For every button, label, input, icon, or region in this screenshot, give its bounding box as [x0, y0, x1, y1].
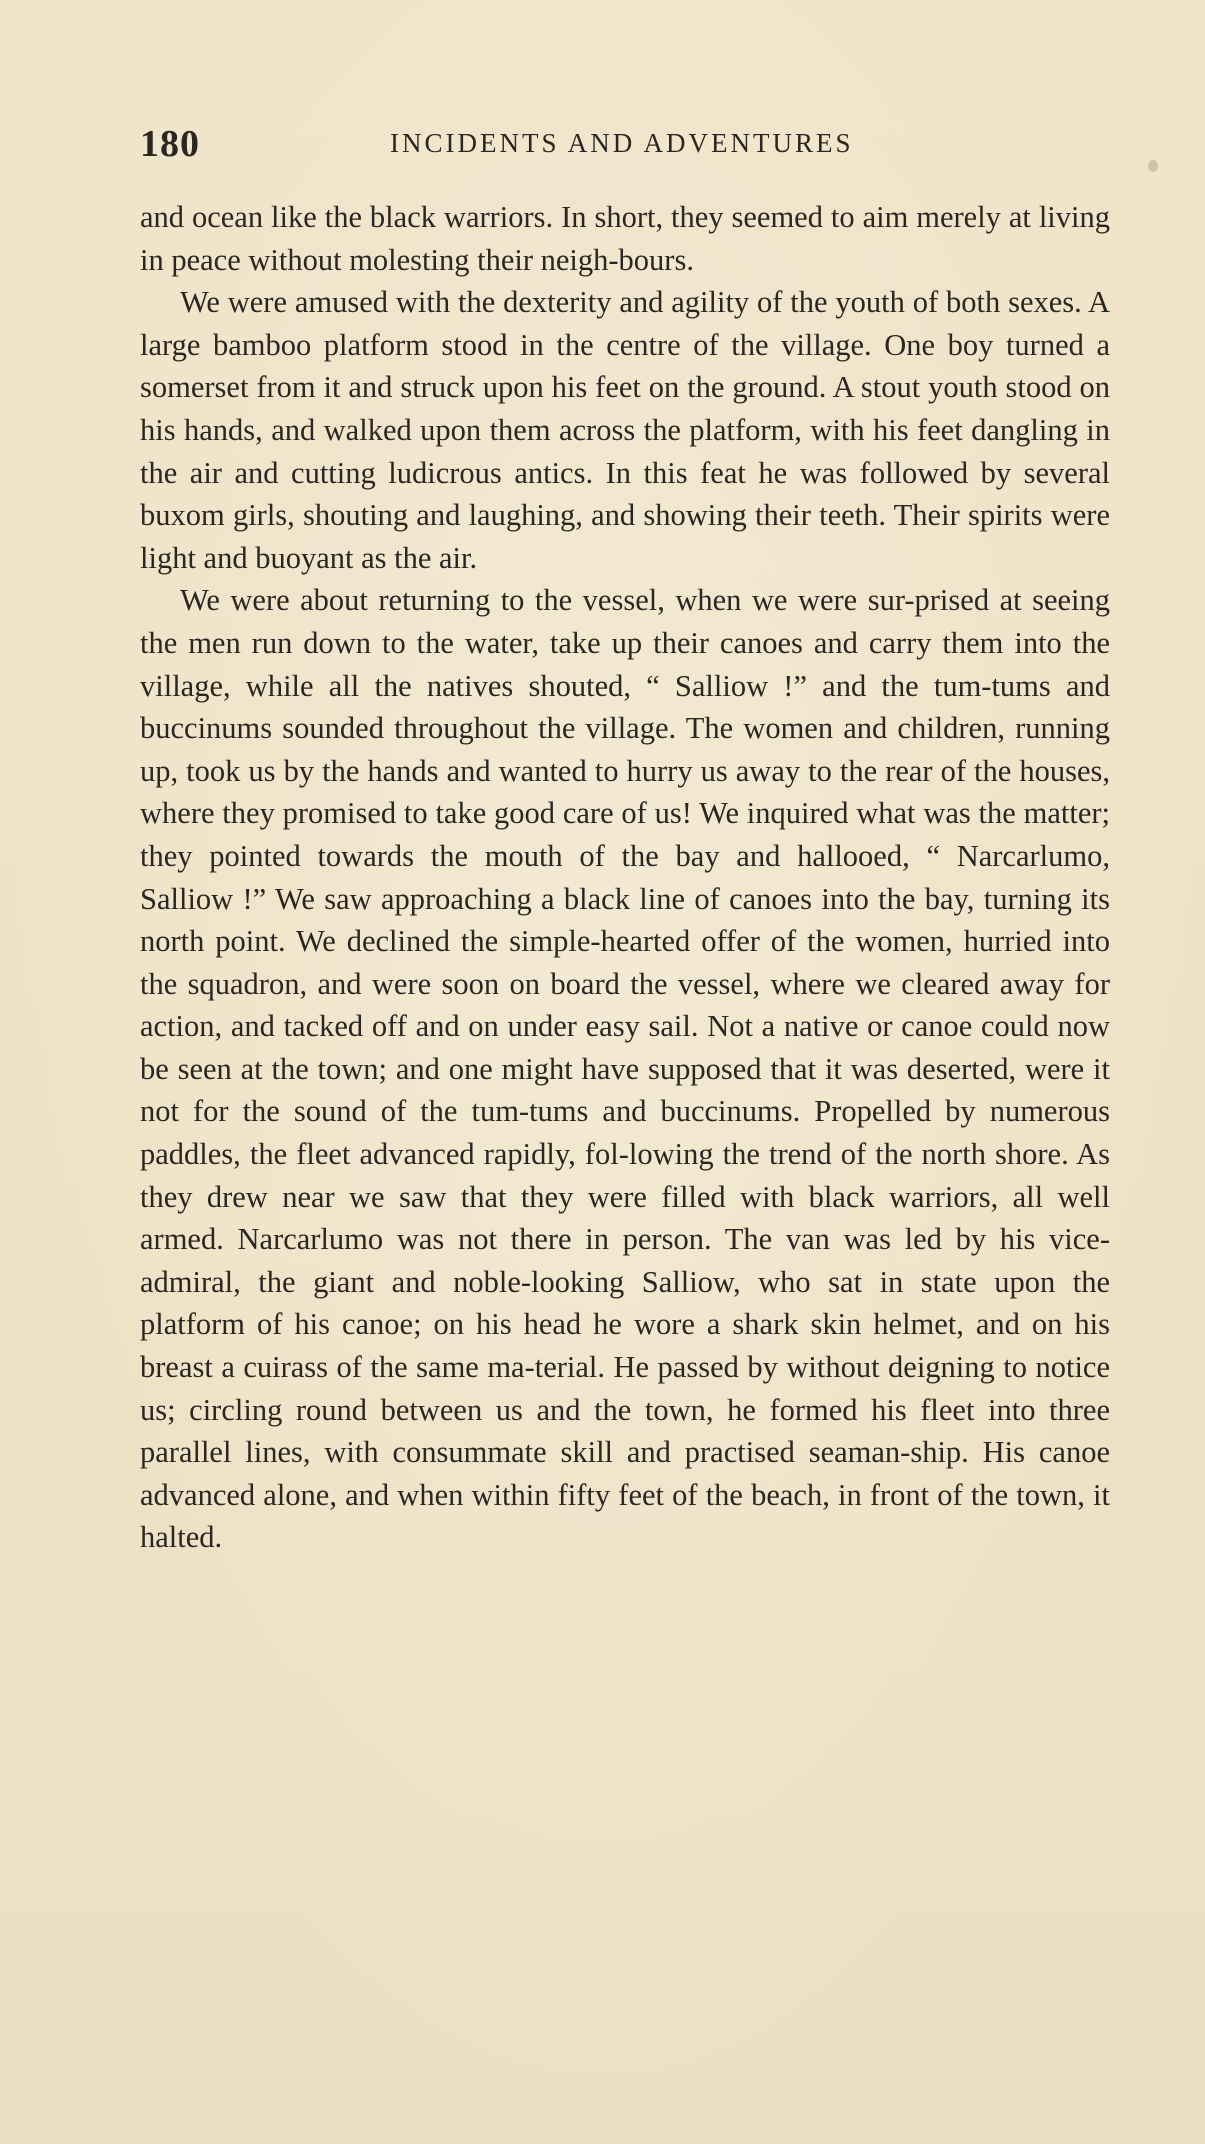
page-header: [140, 122, 1130, 172]
page-number: 180: [140, 123, 200, 165]
paragraph-salliow-fleet: We were about returning to the vessel, when we were sur-prised at seeing the men run down to the water, take up their canoes and carry them into the village, while all the natives shouted, “ Salliow !” and the tum-tums and buccinums sounded throughout the village. The women and children, running up, took us by the hands and wanted to hurry us away to the rear of the houses, where they promised to take good care of us! We inquired what was the matter; they pointed towards the mouth of the bay and hallooed, “ Narcarlumo, Salliow !” We saw approaching a black line of canoes into the bay, turning its north point. We declined the simple-hearted offer of the women, hurried into the squadron, and were soon on board the vessel, where we cleared away for action, and tacked off and on under easy sail. Not a native or canoe could now be seen at the town; and one might have supposed that it was deserted, were it not for the sound of the tum-tums and buccinums. Propelled by numerous paddles, the fleet advanced rapidly, fol-lowing the trend of the north shore. As they drew near we saw that they were filled with black warriors, all well armed. Narcarlumo was not there in person. The van was led by his vice-admiral, the giant and noble-looking Salliow, who sat in state upon the platform of his canoe; on his head he wore a shark skin helmet, and on his breast a cuirass of the same ma-terial. He passed by without deigning to notice us; circling round between us and the town, he formed his fleet into three parallel lines, with consummate skill and practised seaman-ship. His canoe advanced alone, and when within fifty feet of the beach, in front of the town, it halted.: [140, 583, 1110, 1555]
paper-blemish: [1148, 160, 1158, 172]
body-text: [140, 196, 1110, 1559]
paragraph-youth-dexterity: We were amused with the dexterity and agility of the youth of both sexes. A large bamboo platform stood in the centre of the village. One boy turned a somerset from it and struck upon his feet on the ground. A stout youth stood on his hands, and walked upon them across the platform, with his feet dangling in the air and cutting ludicrous antics. In this feat he was followed by several buxom girls, shouting and laughing, and showing their teeth. Their spirits were light and buoyant as the air.: [140, 285, 1110, 575]
running-title: INCIDENTS AND ADVENTURES: [390, 128, 854, 158]
paragraph-continued: and ocean like the black warriors. In short, they seemed to aim merely at living in peace without molesting their neigh-bours.: [140, 200, 1110, 277]
